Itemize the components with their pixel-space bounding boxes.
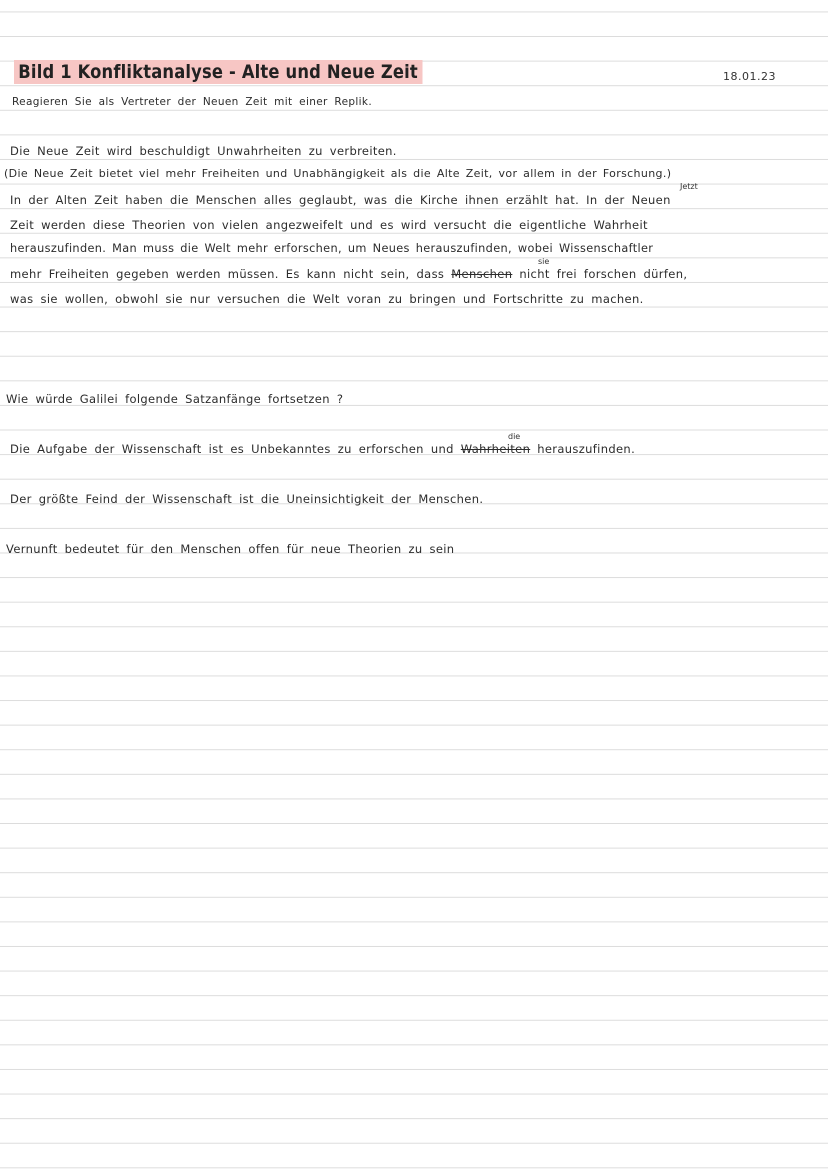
insertion-die: die: [508, 432, 521, 441]
replik-line-3-part-a: In der Alten Zeit haben die Menschen alles geglaubt, was die Kirche ihnen erzählt hat.: [10, 193, 580, 207]
struck-word-menschen: Menschen: [451, 267, 513, 281]
title-highlight: [14, 60, 489, 86]
struck-word-wahrheiten: Wahrheiten: [460, 442, 531, 456]
replik-line-6-part-b: nicht frei forschen dürfen,: [519, 267, 688, 281]
galilei-answer-1-part-a: Die Aufgabe der Wissenschaft ist es Unbekanntes zu erforschen und: [10, 442, 454, 456]
galilei-answer-2: Der größte Feind der Wissenschaft ist die Uneinsichtigkeit der Menschen.: [10, 492, 484, 506]
galilei-question: Wie würde Galilei folgende Satzanfänge fortsetzen ?: [6, 392, 344, 406]
replik-line-5: herauszufinden. Man muss die Welt mehr erforschen, um Neues herauszufinden, wobei Wissenschaftler: [10, 242, 654, 255]
replik-line-7: was sie wollen, obwohl sie nur versuchen die Welt voran zu bringen und Fortschritte zu machen.: [10, 292, 644, 306]
insertion-sie: sie: [538, 257, 550, 266]
replik-line-6-part-a: mehr Freiheiten gegeben werden müssen. Es kann nicht sein, dass: [10, 267, 445, 281]
task-instruction: Reagieren Sie als Vertreter der Neuen Zeit mit einer Replik.: [12, 96, 373, 108]
replik-line-6: [10, 267, 687, 281]
replik-line-3-part-b: In der Neuen: [586, 193, 671, 207]
page-title: Bild 1 Konfliktanalyse - Alte und Neue Zeit: [14, 60, 422, 84]
replik-line-4: Zeit werden diese Theorien von vielen angezweifelt und es wird versucht die eigentliche Wahrheit: [10, 218, 648, 232]
replik-line-3: [10, 193, 671, 207]
galilei-answer-3: Vernunft bedeutet für den Menschen offen für neue Theorien zu sein: [6, 542, 455, 556]
galilei-answer-1: [10, 442, 635, 456]
insertion-jetzt: Jetzt: [680, 182, 698, 191]
replik-line-2: (Die Neue Zeit bietet viel mehr Freiheiten und Unabhängigkeit als die Alte Zeit, vor allem in der Forschung.): [4, 167, 672, 180]
replik-line-1: Die Neue Zeit wird beschuldigt Unwahrheiten zu verbreiten.: [10, 144, 397, 158]
galilei-answer-1-part-b: herauszufinden.: [537, 442, 636, 456]
date-label: 18.01.23: [723, 70, 776, 83]
